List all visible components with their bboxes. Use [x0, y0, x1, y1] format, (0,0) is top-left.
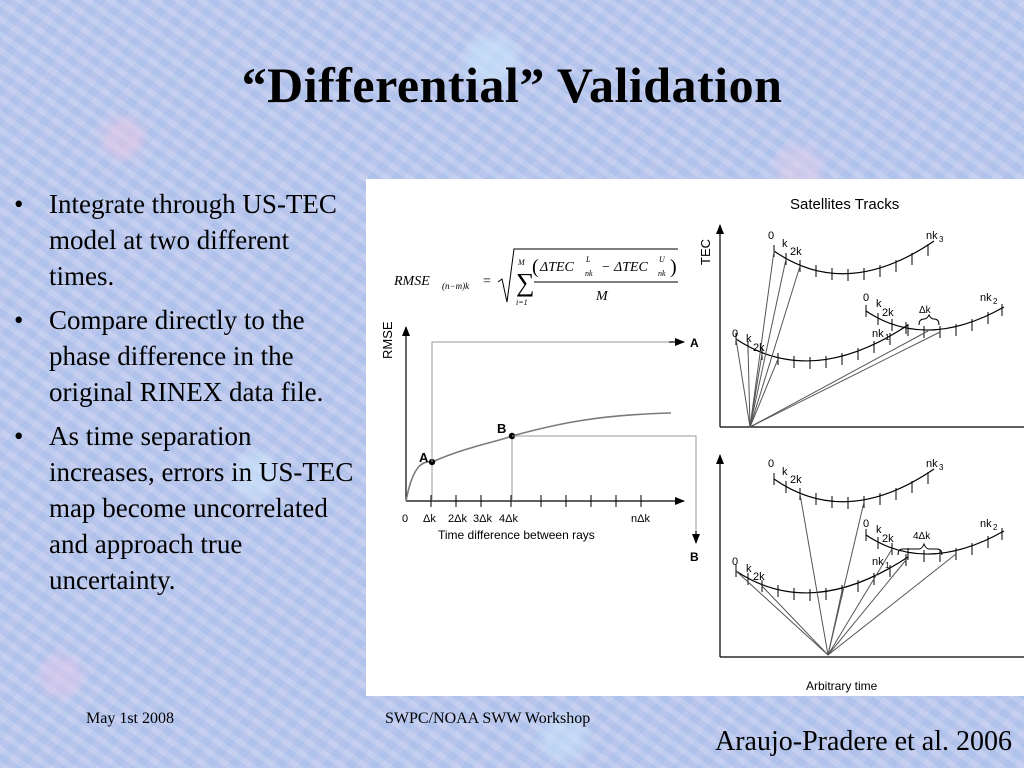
t3-label-k: k — [782, 238, 788, 250]
citation: Araujo-Pradere et al. 2006 — [715, 726, 1012, 757]
b1-label-0: 0 — [732, 556, 739, 568]
b2-label-sub: 2 — [993, 523, 998, 532]
figure-svg — [366, 179, 1024, 696]
t2-label-sub: 2 — [993, 297, 998, 306]
t3-label-0: 0 — [768, 230, 775, 242]
rmse-x-axis-label: Time difference between rays — [438, 528, 595, 542]
footer-date: May 1st 2008 — [86, 710, 174, 727]
arbitrary-time-label: Arbitrary time — [806, 679, 878, 693]
tracks-title: Satellites Tracks — [790, 196, 900, 213]
bullet-glyph: • — [14, 189, 24, 219]
delta-k-label: Δk — [919, 305, 931, 316]
sum-upper: M — [518, 258, 525, 267]
slide-title: “Differential” Validation — [241, 57, 783, 113]
arrow-b-label: B — [690, 550, 699, 564]
numerator-term-2: ΔTEC — [614, 260, 648, 275]
point-b-label: B — [497, 421, 507, 436]
tracks-bottom-panel — [720, 455, 1024, 693]
numerator-sup-2: U — [659, 255, 665, 264]
bullet-glyph: • — [14, 421, 24, 451]
bullet-item — [14, 418, 358, 598]
numerator-sub-1: nk — [585, 269, 593, 278]
numerator-sub-2: nk — [658, 269, 666, 278]
formula-lhs: RMSE — [394, 274, 430, 289]
t1-label-sub: 1 — [885, 333, 890, 342]
bullet-text: Integrate through US-TEC model at two different times. — [49, 189, 337, 291]
rmse-curve — [406, 413, 671, 501]
arrow-a-label: A — [690, 336, 699, 350]
bullet-text: As time separation increases, errors in US-TEC map become uncorrelated and approach true uncertainty. — [49, 421, 354, 595]
b2-label-0: 0 — [863, 518, 870, 530]
bullet-item — [14, 186, 358, 294]
b3-label-2k: 2k — [790, 474, 802, 486]
rmse-axis-label: RMSE — [380, 321, 395, 359]
rmse-tick-4: 4Δk — [499, 513, 518, 525]
b3-label-nk: nk — [926, 458, 938, 470]
t3-label-nk: nk — [926, 230, 938, 242]
numerator-minus: − — [602, 260, 610, 275]
b1-label-sub: 1 — [885, 561, 890, 570]
formula-equals: = — [483, 274, 491, 289]
sum-lower: i=1 — [516, 298, 528, 307]
t3-label-sub: 3 — [939, 235, 944, 244]
numerator-sup-1: L — [586, 255, 591, 264]
rmse-tick-1: Δk — [423, 513, 436, 525]
rmse-plot — [380, 321, 699, 564]
connector-b — [512, 436, 696, 541]
tec-axis-label: TEC — [698, 239, 713, 265]
rmse-tick-n: nΔk — [631, 513, 650, 525]
t1-label-k: k — [746, 333, 752, 345]
top-rays — [736, 251, 940, 427]
t2-label-nk: nk — [980, 292, 992, 304]
tracks-top-panel — [698, 196, 1024, 427]
paren-close: ) — [670, 256, 677, 278]
figure-panel — [366, 179, 1024, 696]
bullet-text: Compare directly to the phase difference in the original RINEX data file. — [49, 305, 324, 407]
delta-k-brace — [919, 315, 939, 325]
b3-label-0: 0 — [768, 458, 775, 470]
bottom-rays — [736, 494, 956, 655]
bullet-item — [14, 302, 358, 410]
footer-event: SWPC/NOAA SWW Workshop — [385, 710, 591, 727]
t2-label-2k: 2k — [882, 307, 894, 319]
b1-label-k: k — [746, 563, 752, 575]
b2-label-nk: nk — [980, 518, 992, 530]
rmse-formula — [393, 249, 678, 307]
b1-label-2k: 2k — [753, 571, 765, 583]
t2-label-0: 0 — [863, 292, 870, 304]
bullet-glyph: • — [14, 305, 24, 335]
connector-a — [432, 342, 684, 462]
four-delta-k-label: 4Δk — [913, 531, 931, 542]
sum-sign: ∑ — [516, 268, 535, 297]
rmse-tick-0: 0 — [402, 513, 409, 525]
rmse-tick-3: 3Δk — [473, 513, 492, 525]
b2-label-2k: 2k — [882, 533, 894, 545]
t3-label-2k: 2k — [790, 246, 802, 258]
t1-label-0: 0 — [732, 328, 739, 340]
bullet-list — [14, 186, 358, 606]
numerator-term-1: ΔTEC — [540, 260, 574, 275]
t1-label-2k: 2k — [753, 342, 765, 354]
paren-open: ( — [532, 256, 539, 278]
b1-label-nk: nk — [872, 556, 884, 568]
b3-label-sub: 3 — [939, 463, 944, 472]
point-a-label: A — [419, 450, 429, 465]
t2-label-k: k — [876, 298, 882, 310]
rmse-tick-2: 2Δk — [448, 513, 467, 525]
formula-lhs-sub: (n−m)k — [442, 281, 470, 291]
b3-label-k: k — [782, 466, 788, 478]
denominator: M — [596, 289, 608, 304]
t1-label-nk: nk — [872, 328, 884, 340]
b2-label-k: k — [876, 524, 882, 536]
